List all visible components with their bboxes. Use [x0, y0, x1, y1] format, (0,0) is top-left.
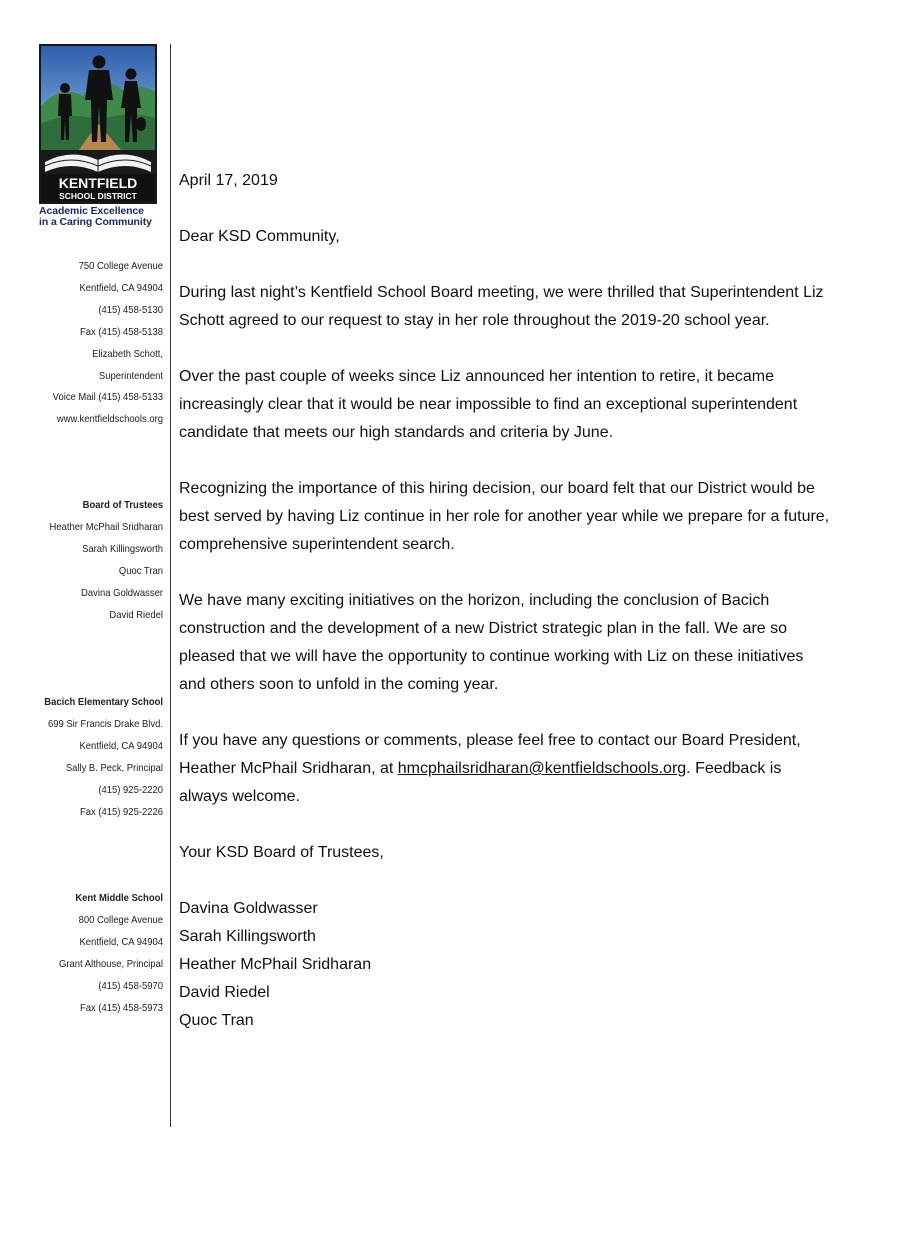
kent-line: Fax (415) 458-5973	[79, 1001, 163, 1014]
paragraph-line: construction and the development of a new District strategic plan in the fall. We are so	[179, 620, 788, 637]
paragraph-line: If you have any questions or comments, please feel free to contact our Board President,	[179, 732, 801, 749]
paragraph-line: Schott agreed to our request to stay in her role throughout the 2019-20 school year.	[179, 312, 770, 329]
paragraph-3	[179, 475, 859, 559]
bacich-line: 699 Sir Francis Drake Blvd.	[47, 717, 163, 730]
kent-school-block	[20, 888, 163, 1019]
logo-tagline-line: Academic Excellence	[39, 205, 144, 217]
district-contact-block	[20, 256, 163, 431]
paragraph-4	[179, 587, 859, 699]
kent-line: (415) 458-5970	[98, 979, 163, 992]
paragraph-line: best served by having Liz continue in her role for another year while we prepare for a future,	[179, 508, 830, 525]
bacich-line: Fax (415) 925-2226	[79, 805, 163, 818]
paragraph-line: We have many exciting initiatives on the horizon, including the conclusion of Bacich	[179, 592, 770, 609]
board-president-email-link[interactable]: hmcphailsridharan@kentfieldschools.org	[397, 760, 687, 777]
board-member: Davina Goldwasser	[81, 586, 163, 599]
paragraph-1	[179, 279, 859, 335]
signer-name: Heather McPhail Sridharan	[179, 956, 372, 973]
voicemail-line: Voice Mail (415) 458-5133	[52, 391, 163, 404]
paragraph-line: and others soon to unfold in the coming year.	[179, 676, 499, 693]
city-line: Kentfield, CA 94904	[79, 281, 163, 294]
bacich-heading: Bacich Elementary School	[44, 696, 163, 708]
kent-line: Grant Althouse, Principal	[58, 957, 163, 970]
paragraph-line	[179, 755, 859, 783]
board-member: David Riedel	[109, 608, 163, 621]
board-member: Sarah Killingsworth	[82, 542, 163, 555]
website-line: www.kentfieldschools.org	[56, 413, 163, 426]
paragraph-line: During last night’s Kentfield School Board meeting, we were thrilled that Superintendent Liz	[179, 284, 824, 301]
line-prefix: Heather McPhail Sridharan, at	[179, 760, 398, 777]
paragraph-line: Over the past couple of weeks since Liz announced her intention to retire, it became	[179, 368, 775, 385]
bacich-school-block	[20, 692, 163, 823]
date-text: April 17, 2019	[179, 172, 278, 189]
kent-line: Kentfield, CA 94904	[79, 935, 163, 948]
board-member: Heather McPhail Sridharan	[49, 520, 163, 533]
board-heading: Board of Trustees	[82, 499, 163, 511]
paragraph-line: comprehensive superintendent search.	[179, 536, 455, 553]
superintendent-title: Superintendent	[98, 369, 163, 382]
signer-name: Sarah Killingsworth	[179, 928, 316, 945]
superintendent-name: Elizabeth Schott,	[92, 347, 163, 360]
logo-tagline	[39, 206, 159, 228]
bacich-line: (415) 925-2220	[98, 783, 163, 796]
signer-name: David Riedel	[179, 984, 270, 1001]
signer-list	[179, 895, 859, 1035]
logo-tagline-line: in a Caring Community	[39, 216, 152, 228]
paragraph-5	[179, 727, 859, 811]
board-of-trustees-block	[20, 495, 163, 626]
vertical-divider	[170, 44, 171, 1127]
letter-date	[179, 167, 859, 195]
greeting-text: Dear KSD Community,	[179, 228, 340, 245]
fax-line: Fax (415) 458-5138	[79, 325, 163, 338]
bacich-line: Kentfield, CA 94904	[79, 739, 163, 752]
paragraph-line: Recognizing the importance of this hiring decision, our board felt that our District would be	[179, 480, 815, 497]
logo-name-line1: KENTFIELD	[58, 175, 138, 191]
signer-name: Quoc Tran	[179, 1012, 254, 1029]
line-suffix: . Feedback is	[686, 760, 782, 777]
board-member: Quoc Tran	[118, 564, 163, 577]
paragraph-line: candidate that meets our high standards and criteria by June.	[179, 424, 614, 441]
signer-name: Davina Goldwasser	[179, 900, 318, 917]
paragraph-line: increasingly clear that it would be near impossible to find an exceptional superintendent	[179, 396, 798, 413]
kent-heading: Kent Middle School	[75, 892, 163, 904]
paragraph-line: pleased that we will have the opportunity to continue working with Liz on these initiatives	[179, 648, 804, 665]
paragraph-2	[179, 363, 859, 447]
bacich-line: Sally B. Peck, Principal	[65, 761, 163, 774]
closing-text: Your KSD Board of Trustees,	[179, 844, 384, 861]
letter-greeting	[179, 223, 859, 251]
paragraph-line: always welcome.	[179, 788, 300, 805]
family-on-book-logo-icon	[39, 44, 157, 204]
letter-closing	[179, 839, 859, 867]
phone-line: (415) 458-5130	[98, 303, 163, 316]
logo-name-line2: SCHOOL DISTRICT	[59, 191, 137, 201]
address-line: 750 College Avenue	[78, 260, 163, 272]
district-logo	[39, 44, 159, 228]
kent-line: 800 College Avenue	[78, 913, 163, 926]
